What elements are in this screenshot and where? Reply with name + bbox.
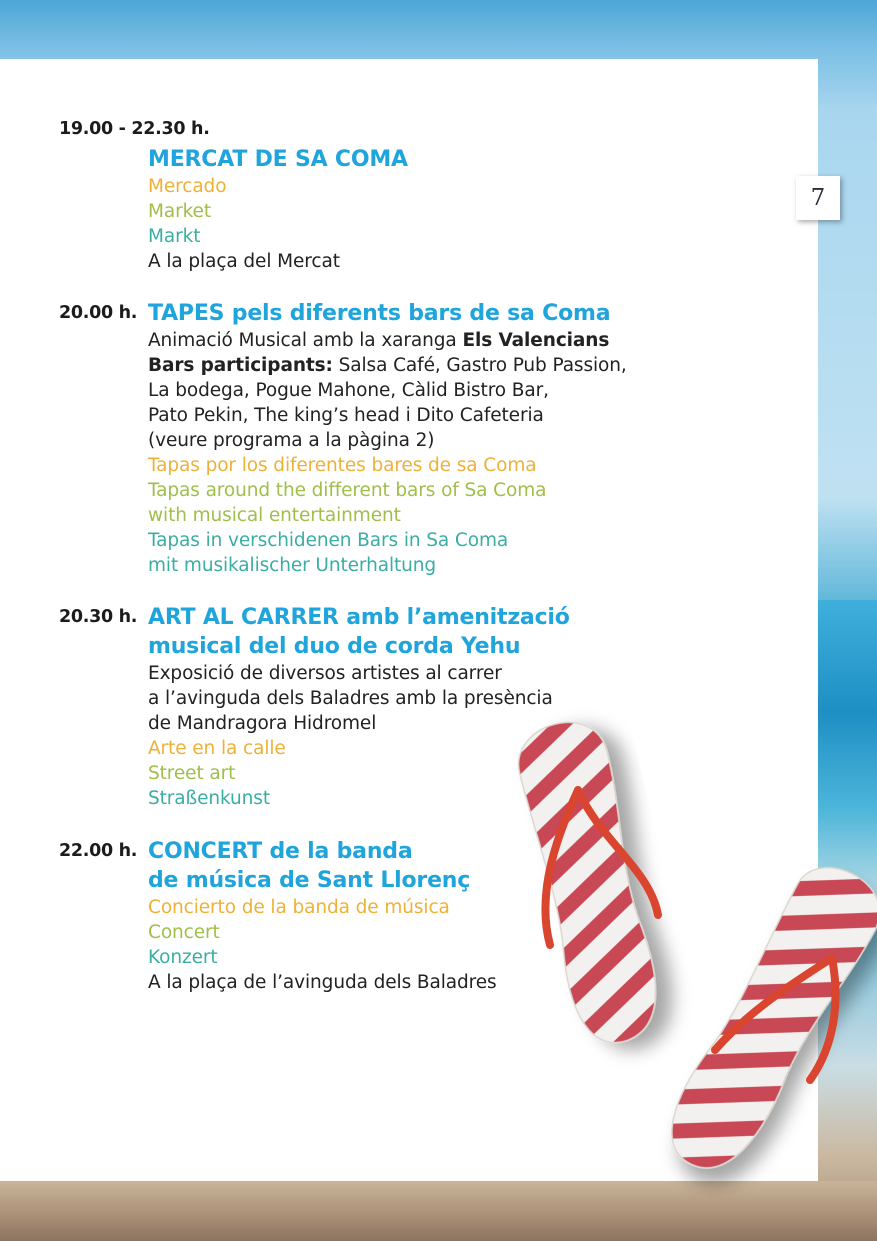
- event-location: A la plaça del Mercat: [148, 251, 340, 272]
- event-title-en: Concert: [148, 922, 220, 943]
- event-description: [148, 328, 627, 353]
- event-title-en: Tapas around the different bars of Sa Coma: [148, 480, 547, 501]
- event-title: TAPES pels diferents bars de sa Coma: [148, 301, 611, 326]
- bars-text: Salsa Café, Gastro Pub Passion,: [332, 355, 627, 376]
- event-location: A la plaça de l’avinguda dels Baladres: [148, 972, 497, 993]
- event-time: 20.00 h.: [59, 303, 138, 323]
- event-title: CONCERT de la banda: [148, 839, 413, 864]
- description-text: Animació Musical amb la xaranga: [148, 330, 463, 351]
- event-title: musical del duo de corda Yehu: [148, 634, 521, 659]
- event-description: a l’avinguda dels Baladres amb la presència: [148, 688, 553, 709]
- bars-list-line: Pato Pekin, The king’s head i Dito Cafeteria: [148, 405, 544, 426]
- bars-list-line: La bodega, Pogue Mahone, Càlid Bistro Bar,: [148, 380, 549, 401]
- event-title: MERCAT DE SA COMA: [148, 147, 408, 172]
- event-title-de: Straßenkunst: [148, 788, 270, 809]
- event-title-de: Tapas in verschidenen Bars in Sa Coma: [148, 530, 509, 551]
- event-title-es: Arte en la calle: [148, 738, 286, 759]
- event-title: de música de Sant Llorenç: [148, 868, 471, 893]
- bars-list-first: [148, 353, 627, 378]
- event-title-de: Konzert: [148, 947, 218, 968]
- event-title-de: Markt: [148, 226, 201, 247]
- event-description: Exposició de diversos artistes al carrer: [148, 663, 502, 684]
- event-title-es: Concierto de la banda de música: [148, 897, 450, 918]
- event-title: ART AL CARRER amb l’amenització: [148, 605, 570, 630]
- event-title-es: Mercado: [148, 176, 227, 197]
- event-title-en: Market: [148, 201, 211, 222]
- event-time: 19.00 - 22.30 h.: [59, 119, 210, 139]
- event-time: 20.30 h.: [59, 607, 138, 627]
- event-title-en: Street art: [148, 763, 236, 784]
- bars-label: Bars participants:: [148, 355, 333, 376]
- flip-flops-illustration: [490, 700, 877, 1200]
- program-reference: (veure programa a la pàgina 2): [148, 430, 435, 451]
- event-description: de Mandragora Hidromel: [148, 713, 377, 734]
- band-name: Els Valencians: [462, 330, 610, 351]
- event-title-en: with musical entertainment: [148, 505, 401, 526]
- page-number: 7: [796, 176, 840, 220]
- event-title-es: Tapas por los diferentes bares de sa Coma: [148, 455, 537, 476]
- event-time: 22.00 h.: [59, 841, 138, 861]
- event-title-de: mit musikalischer Unterhaltung: [148, 555, 437, 576]
